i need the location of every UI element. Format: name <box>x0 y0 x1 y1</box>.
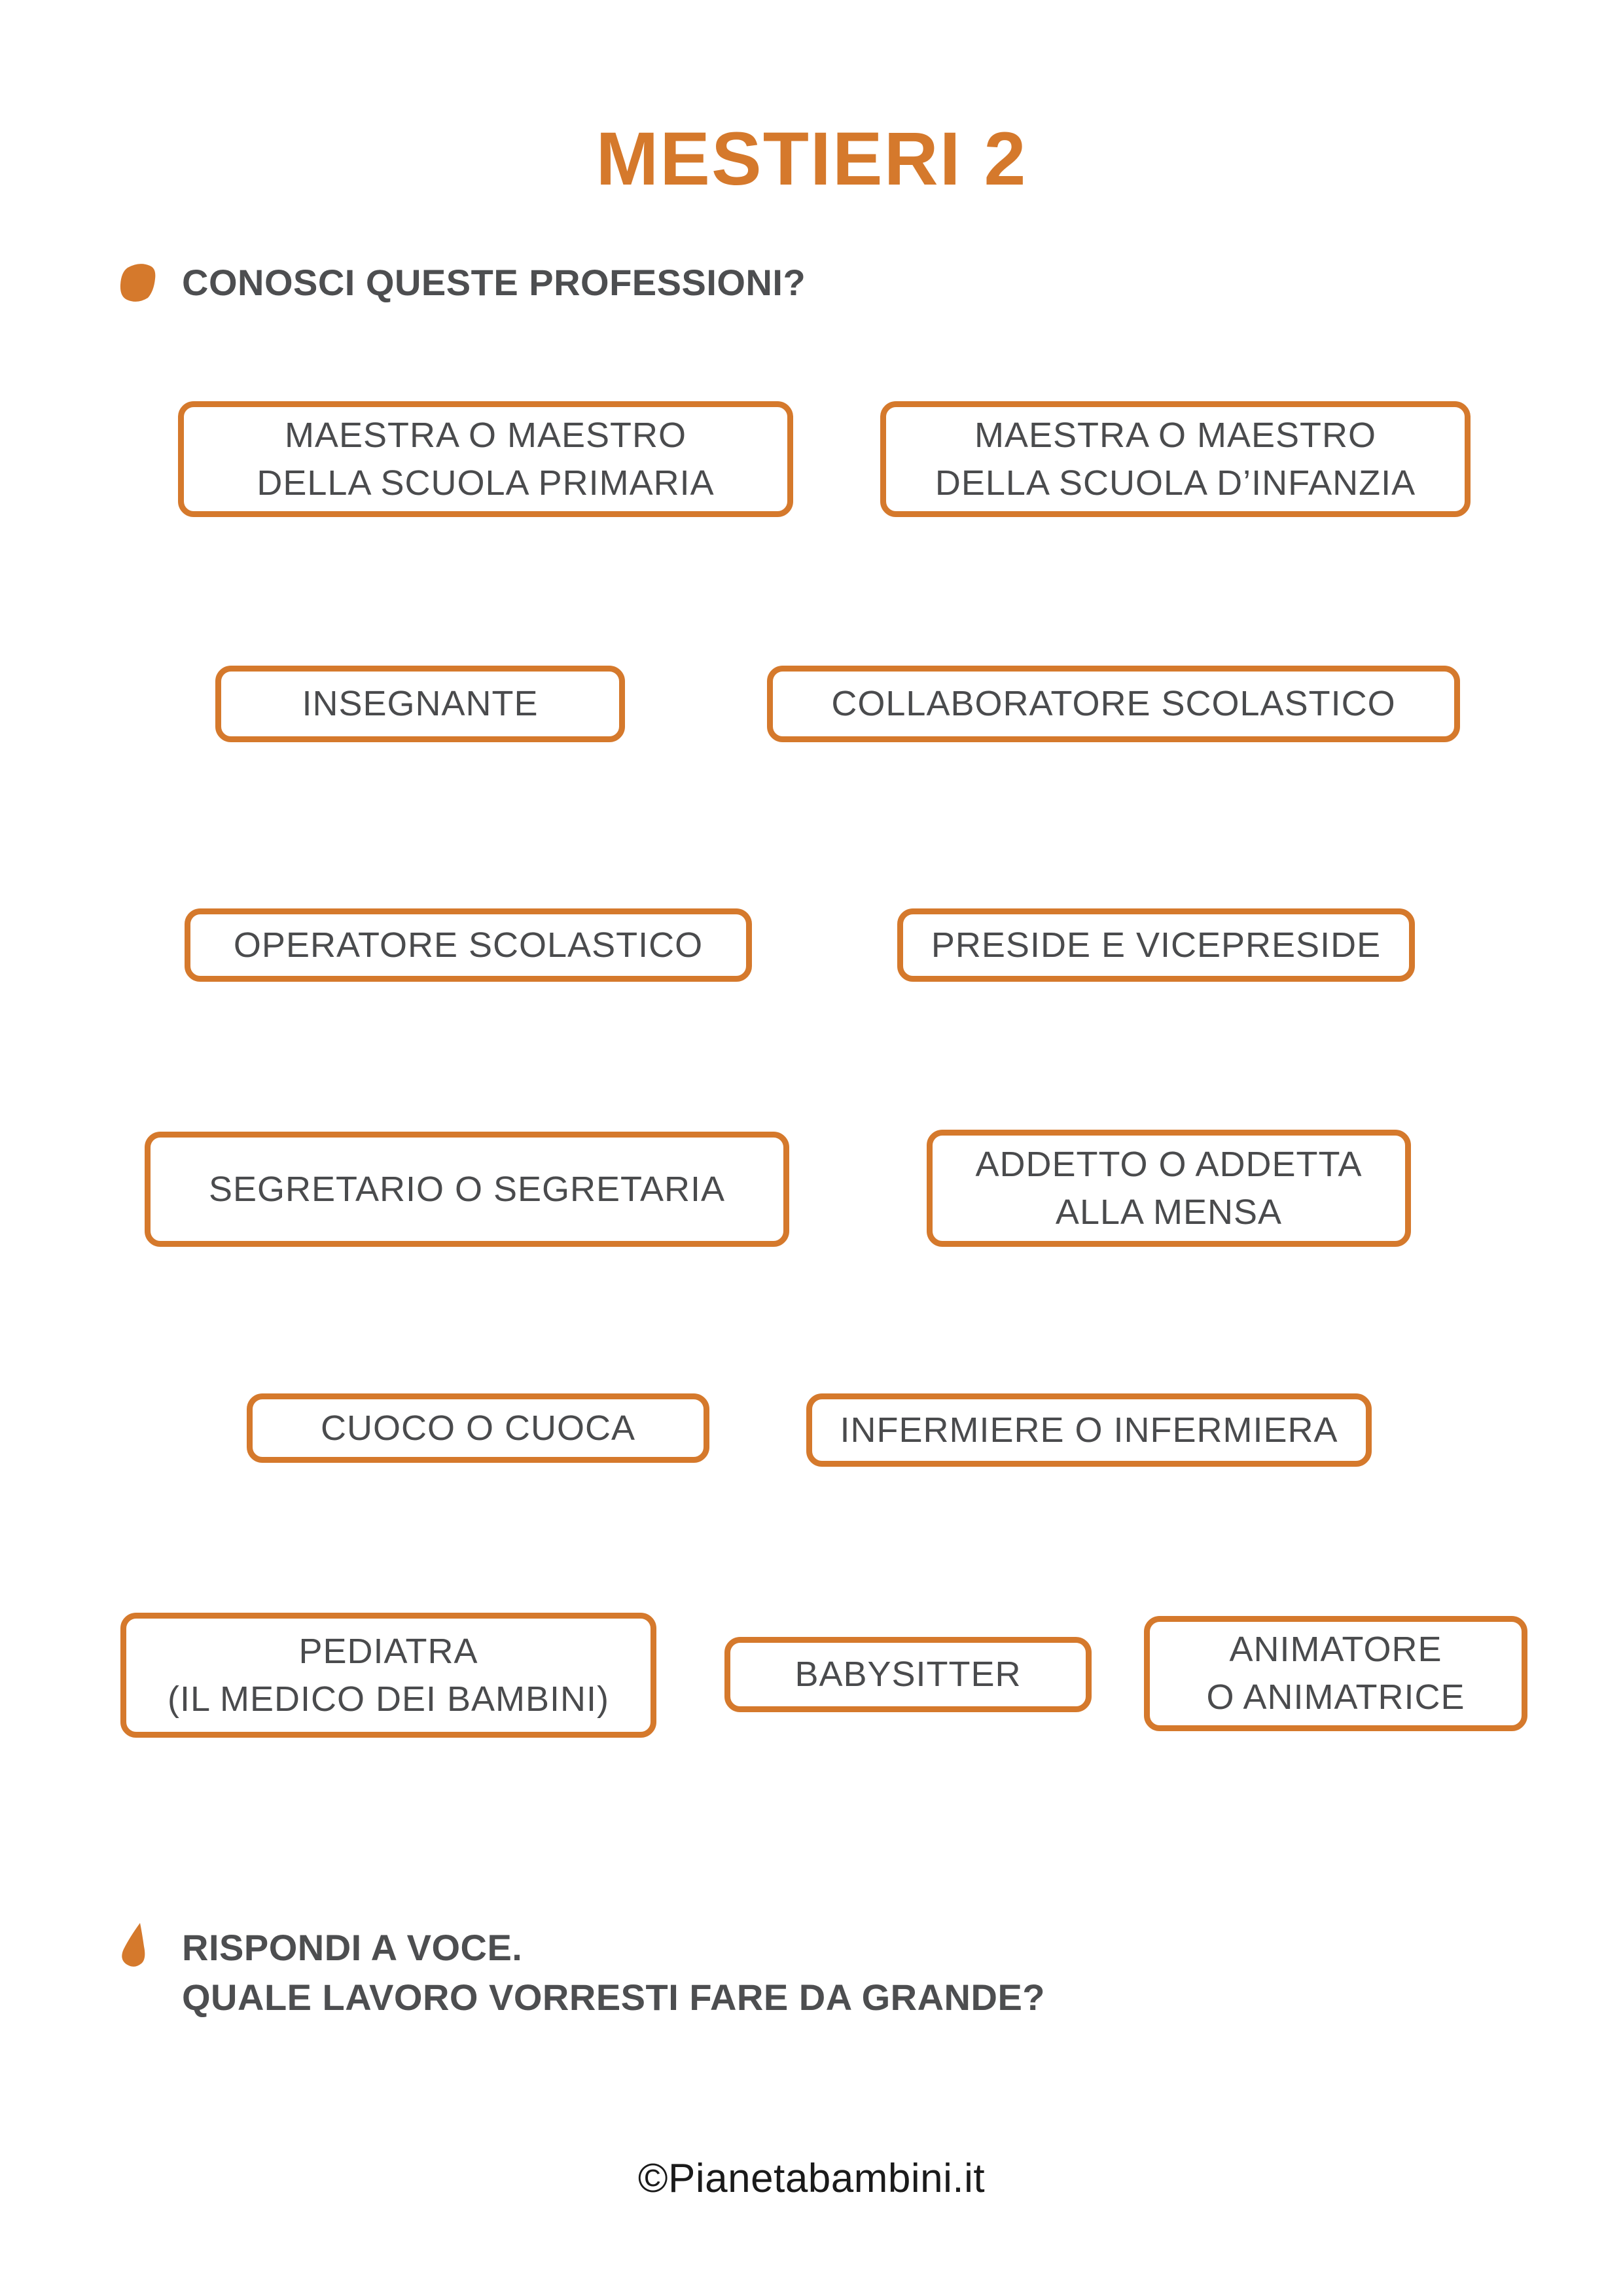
profession-label: ADDETTO O ADDETTA <box>975 1144 1363 1184</box>
answer-heading-line1: RISPONDI A VOCE. <box>182 1927 523 1968</box>
profession-box-operatore-scolastico <box>185 908 752 982</box>
profession-label: MAESTRA O MAESTRO <box>974 415 1377 455</box>
profession-label: (IL MEDICO DEI BAMBINI) <box>167 1679 610 1719</box>
profession-label: CUOCO O CUOCA <box>320 1408 636 1448</box>
answer-heading-line2: QUALE LAVORO VORRESTI FARE DA GRANDE? <box>182 1977 1045 2018</box>
profession-box-infermiere <box>806 1393 1372 1467</box>
profession-label: O ANIMATRICE <box>1206 1677 1465 1717</box>
profession-box-babysitter <box>724 1637 1092 1712</box>
highlight-blob-icon <box>118 263 160 304</box>
profession-label: OPERATORE SCOLASTICO <box>233 925 704 965</box>
profession-box-cuoco <box>247 1393 709 1463</box>
page-title: MESTIERI 2 <box>596 117 1027 201</box>
profession-box-animatore <box>1144 1616 1527 1731</box>
profession-box-preside <box>897 908 1415 982</box>
answer-heading <box>182 1923 1045 2022</box>
profession-label: BABYSITTER <box>794 1655 1022 1694</box>
flame-blob-icon <box>115 1922 161 1969</box>
profession-label: ALLA MENSA <box>1055 1192 1283 1232</box>
profession-label: DELLA SCUOLA D’INFANZIA <box>935 463 1416 503</box>
profession-box-insegnante <box>215 666 625 742</box>
profession-box-segretario <box>145 1132 789 1247</box>
profession-label: MAESTRA O MAESTRO <box>284 415 687 455</box>
profession-label: INFERMIERE O INFERMIERA <box>840 1410 1338 1450</box>
intro-heading: CONOSCI QUESTE PROFESSIONI? <box>182 262 806 303</box>
profession-label: PEDIATRA <box>298 1631 478 1671</box>
profession-box-addetto-mensa <box>927 1130 1411 1247</box>
profession-box-maestra-infanzia <box>880 401 1471 517</box>
profession-label: COLLABORATORE SCOLASTICO <box>831 684 1396 723</box>
profession-label: SEGRETARIO O SEGRETARIA <box>208 1169 726 1209</box>
profession-box-collaboratore-scolastico <box>767 666 1460 742</box>
profession-label: INSEGNANTE <box>302 684 539 723</box>
profession-box-maestra-primaria <box>178 401 793 517</box>
profession-box-pediatra <box>120 1613 656 1738</box>
profession-label: ANIMATORE <box>1229 1630 1442 1669</box>
copyright-footer: ©Pianetabambini.it <box>637 2156 986 2201</box>
profession-label: PRESIDE E VICEPRESIDE <box>931 925 1382 965</box>
profession-label: DELLA SCUOLA PRIMARIA <box>257 463 715 503</box>
